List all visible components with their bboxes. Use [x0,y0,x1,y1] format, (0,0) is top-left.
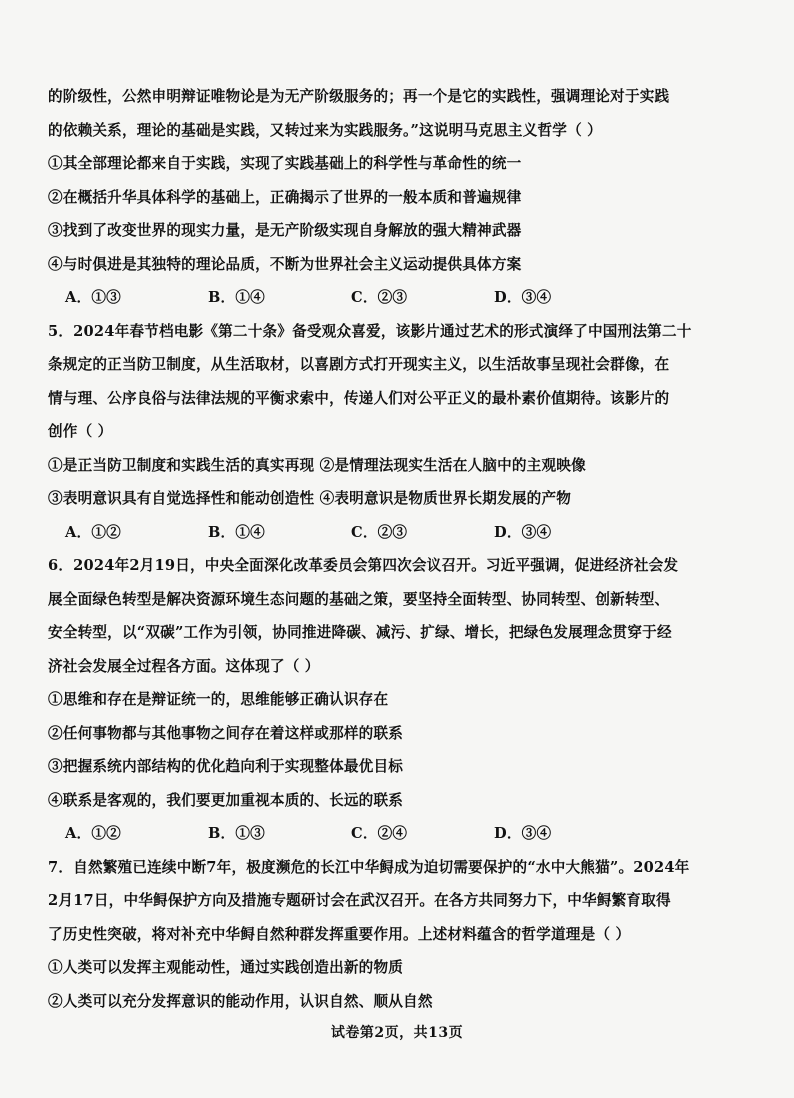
option-d: D．③④ [494,523,552,541]
question-text-line: 创作（ ） [48,423,113,440]
question-text-line: 的阶级性，公然申明辩证唯物论是为无产阶级服务的；再一个是它的实践性，强调理论对于实践 [48,88,670,105]
option-b: B．①③ [208,825,265,842]
question-4 [48,80,688,315]
question-text-line: 安全转型，以“双碳”工作为引领，协同推进降碳、减污、扩绿、增长，把绿色发展理念贯穿于经 [48,624,672,641]
statement: ④与时俱进是其独特的理论品质，不断为世界社会主义运动提供具体方案 [48,255,522,273]
option-c: C．②③ [351,289,408,306]
statement: ②在概括升华具体科学的基础上，正确揭示了世界的一般本质和普遍规律 [48,188,522,206]
question-6 [48,549,688,851]
question-text-line: 7．自然繁殖已连续中断7年，极度濒危的长江中华鲟成为迫切需要保护的“水中大熊猫”。2024年 [48,858,690,876]
statement: ①人类可以发挥主观能动性，通过实践创造出新的物质 [48,959,404,976]
option-a: A．①③ [65,289,121,306]
question-text-line: 2月17日，中华鲟保护方向及措施专题研讨会在武汉召开。在各方共同努力下，中华鲟繁育取得 [48,892,671,909]
question-text-line: 6．2024年2月19日，中央全面深化改革委员会第四次会议召开。习近平强调，促进经济社会发 [48,557,679,574]
option-a: A．①② [65,825,121,842]
question-text-line: 济社会发展全过程各方面。这体现了（ ） [48,657,320,675]
option-c: C．②④ [351,825,408,842]
statement: ②人类可以充分发挥意识的能动作用，认识自然、顺从自然 [48,992,433,1010]
question-text-line: 5．2024年春节档电影《第二十条》备受观众喜爱，该影片通过艺术的形式演绎了中国刑法第二十 [48,322,692,340]
option-d: D．③④ [494,825,552,842]
question-text-line: 情与理、公序良俗与法律法规的平衡求索中，传递人们对公平正义的最朴素价值期待。该影片的 [48,389,670,407]
option-c: C．②③ [351,523,408,541]
page-footer: 试卷第2页，共13页 [330,1025,464,1041]
question-text-line: 的依赖关系，理论的基础是实践，又转过来为实践服务。”这说明马克思主义哲学（ ） [48,121,602,139]
statement: ③把握系统内部结构的优化趋向利于实现整体最优目标 [48,758,404,775]
statement: ①其全部理论都来自于实践，实现了实践基础上的科学性与革命性的统一 [48,155,522,172]
option-d: D．③④ [494,289,552,306]
answer-options [48,516,688,550]
answer-options [48,817,688,851]
answer-options [48,281,688,315]
statement: ①思维和存在是辩证统一的，思维能够正确认识存在 [48,691,389,708]
statement: ③找到了改变世界的现实力量，是无产阶级实现自身解放的强大精神武器 [48,222,522,239]
statement: ④联系是客观的，我们要更加重视本质的、长远的联系 [48,791,404,809]
question-text-line: 了历史性突破，将对补充中华鲟自然种群发挥重要作用。上述材料蕴含的哲学道理是（ ） [48,925,631,943]
question-7 [48,851,688,1019]
exam-content [48,80,692,1018]
statement: ③表明意识具有自觉选择性和能动创造性 ④表明意识是物质世界长期发展的产物 [48,490,572,507]
question-5 [48,315,692,550]
statement: ②任何事物都与其他事物之间存在着这样或那样的联系 [48,724,404,742]
option-a: A．①② [65,523,121,541]
option-b: B．①④ [208,523,265,541]
question-text-line: 条规定的正当防卫制度，从生活取材，以喜剧方式打开现实主义，以生活故事呈现社会群像，在 [48,356,670,373]
option-b: B．①④ [208,289,265,306]
question-text-line: 展全面绿色转型是解决资源环境生态问题的基础之策，要坚持全面转型、协同转型、创新转型、 [48,590,670,608]
statement: ①是正当防卫制度和实践生活的真实再现 ②是情理法现实生活在人脑中的主观映像 [48,456,586,474]
